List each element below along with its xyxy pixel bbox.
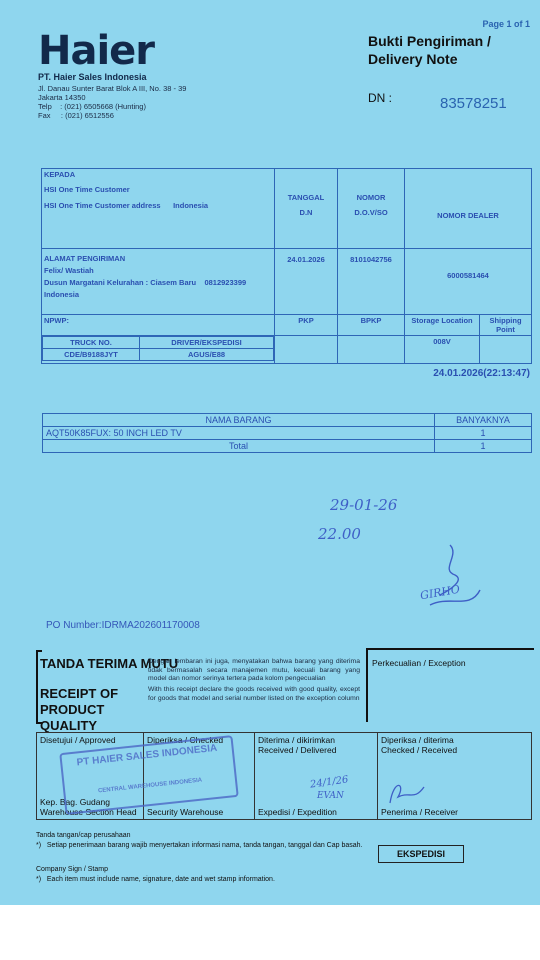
truck-label: TRUCK NO.: [43, 337, 140, 349]
storage-location-value: 008V: [405, 336, 480, 364]
handwritten-time: 22.00: [318, 525, 361, 543]
driver-label: DRIVER/EKSPEDISI: [140, 337, 274, 349]
shipping-point-label: Shipping Point: [480, 315, 532, 336]
address-line: Jakarta 14350: [38, 93, 86, 102]
address-line: Jl. Danau Sunter Barat Blok A III, No. 38 - 39: [38, 84, 187, 93]
alamat-label: ALAMAT PENGIRIMAN: [44, 254, 126, 263]
approved-label: Disetujui / Approved: [40, 735, 116, 745]
stamp-text-2: CENTRAL WAREHOUSE INDONESIA: [97, 777, 203, 795]
warehouse-head-label-1: Kep. Bag. Gudang: [40, 797, 110, 807]
delivered-label-2: Received / Delivered: [258, 745, 337, 755]
document-title-line2: Delivery Note: [368, 51, 458, 67]
handwritten-signature: [420, 535, 490, 625]
tanggal-sub: D.N: [299, 208, 313, 217]
bpkp-value: [338, 336, 405, 364]
item-qty: 1: [435, 427, 532, 440]
col-banyaknya: BANYAKNYA: [435, 414, 532, 427]
nomor-header: [338, 169, 405, 249]
fax-line: Fax : (021) 6512556: [38, 111, 114, 120]
customer-address: HSI One Time Customer address Indonesia: [44, 201, 209, 210]
footnote-id: *) Setiap penerimaan barang wajib menyertakan informasi nama, tanda tangan, tanggal dan Cap basah.: [36, 842, 363, 849]
checked-received-label-2: Checked / Received: [381, 745, 458, 755]
nomor-sub: D.O.V/SO: [354, 208, 388, 217]
checked-received-label-1: Diperiksa / diterima: [381, 735, 454, 745]
tanggal-header: [275, 169, 338, 249]
delivery-info-table: [41, 168, 532, 364]
receipt-text-id: Dengan lembaran ini juga, menyatakan bahwa barang yang diterima tidak bermasalah secara manajemen mutu, kecuali barang yang model dan nomor serinya tertera pada kolom pengecualian: [148, 658, 360, 682]
truck-value: CDE/B9188JYT: [43, 349, 140, 361]
warehouse-head-label-2: Warehouse Section Head: [40, 807, 137, 817]
table-row: [43, 427, 532, 440]
truck-driver-table: [42, 336, 274, 361]
item-name: AQT50K85FUX: 50 INCH LED TV: [43, 427, 435, 440]
nomor-value: 8101042756: [338, 249, 405, 315]
driver-value: AGUS/E88: [140, 349, 274, 361]
pkp-value: [275, 336, 338, 364]
quality-receipt-section: [36, 648, 532, 733]
receipt-title-id: TANDA TERIMA MUTU: [40, 656, 179, 671]
handwritten-name: GIRHO: [419, 582, 461, 603]
haier-logo: Haier: [38, 28, 155, 74]
shipping-address-cell: [42, 249, 275, 315]
shipping-point-value: [480, 336, 532, 364]
page-number: Page 1 of 1: [482, 19, 530, 29]
items-table: [42, 413, 532, 453]
receiver-label: Penerima / Receiver: [381, 807, 459, 817]
dn-number: 83578251: [440, 95, 507, 112]
pkp-label: PKP: [275, 315, 338, 336]
tanggal-label: TANGGAL: [287, 193, 325, 202]
ekspedisi-copy-label: EKSPEDISI: [378, 845, 464, 863]
handwritten-date: 29-01-26: [330, 496, 398, 514]
receiver-cell: [378, 733, 532, 820]
delivered-label-1: Diterima / dikirimkan: [258, 735, 335, 745]
stamp-text-1: PT HAIER SALES INDONESIA: [76, 742, 218, 769]
nomor-label: NOMOR: [356, 193, 386, 202]
alamat-country: Indonesia: [44, 290, 80, 299]
print-timestamp: 24.01.2026(22:13:47): [433, 368, 530, 379]
document-title-line1: Bukti Pengiriman /: [368, 33, 491, 49]
handwritten-delivery-name: EVAN: [317, 791, 344, 801]
bpkp-label: BPKP: [338, 315, 405, 336]
expedition-label: Expedisi / Expedition: [258, 807, 337, 817]
footnote-title-en: Company Sign / Stamp: [36, 866, 108, 873]
phone-line: Telp : (021) 6505668 (Hunting): [38, 102, 146, 111]
total-label: Total: [43, 440, 435, 453]
checked-label: Diperiksa / Checked: [147, 735, 224, 745]
kepada-label: KEPADA: [44, 170, 76, 179]
footnote-en: *) Each item must include name, signature, date and wet stamp information.: [36, 876, 275, 883]
total-value: 1: [435, 440, 532, 453]
footnote-title-id: Tanda tangan/cap perusahaan: [36, 832, 131, 839]
delivered-cell: [255, 733, 378, 820]
receipt-title-en: RECEIPT OF PRODUCT QUALITY: [40, 686, 119, 733]
storage-location-label: Storage Location: [405, 315, 480, 336]
npwp-label: NPWP:: [42, 315, 275, 336]
company-name: PT. Haier Sales Indonesia: [38, 72, 147, 82]
dealer-value: 6000581464: [405, 249, 532, 315]
dealer-header: NOMOR DEALER: [405, 169, 532, 249]
alamat-name: Felix/ Wastiah: [44, 266, 94, 275]
tanggal-value: 24.01.2026: [275, 249, 338, 315]
truck-driver-cell: [42, 336, 275, 364]
po-number: PO Number:IDRMA202601170008: [46, 620, 200, 631]
dn-label: DN :: [368, 91, 392, 105]
security-label: Security Warehouse: [147, 807, 224, 817]
receipt-text-en: With this receipt declare the goods received with good quality, except for goods that model and serial number listed on the exception column: [148, 686, 360, 702]
exception-label: Perkecualian / Exception: [372, 658, 466, 668]
document-title: [368, 32, 491, 68]
handwritten-delivery-date: 24/1/26: [309, 774, 350, 791]
recipient-cell: [42, 169, 275, 249]
col-nama-barang: NAMA BARANG: [43, 414, 435, 427]
alamat-line: Dusun Margatani Kelurahan : Ciasem Baru 0812923399: [44, 278, 247, 287]
customer-name: HSI One Time Customer: [44, 185, 130, 194]
